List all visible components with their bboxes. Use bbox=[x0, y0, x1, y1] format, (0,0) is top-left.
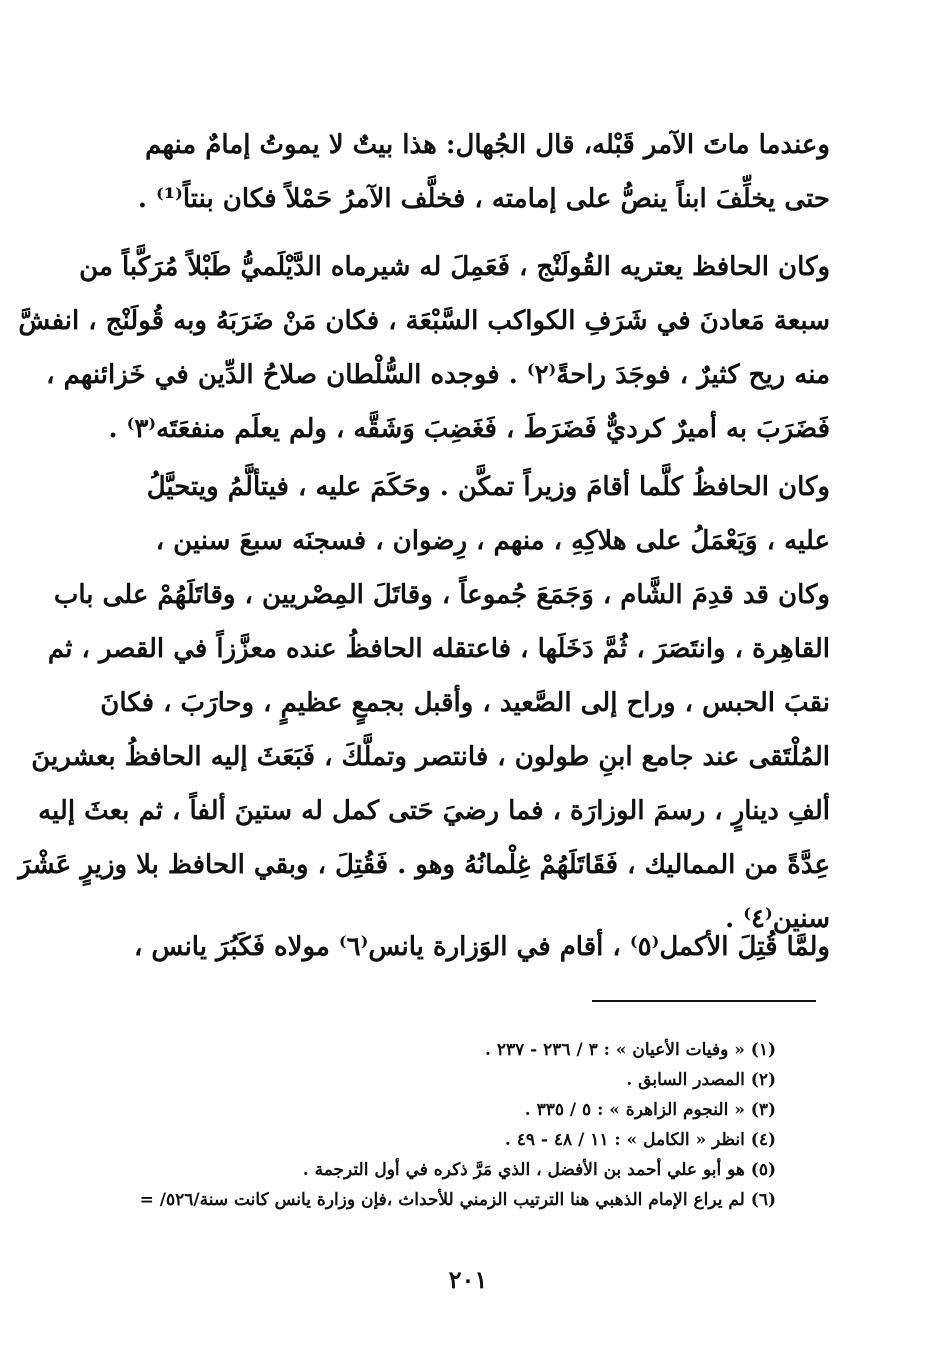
footnotes bbox=[140, 1035, 776, 1215]
footnote-1: (١) « وفيات الأعيان » : ٣ / ٢٣٦ - ٢٣٧ . bbox=[484, 1040, 776, 1060]
footnote-6: (٦) لم يراع الإمام الذهبي هنا الترتيب الزمني للأحداث ،فإن وزارة يانس كانت سنة/٥٢٦/ = bbox=[139, 1190, 776, 1210]
footnote-separator bbox=[592, 1000, 816, 1002]
paragraph-line: منه ريح كثيرٌ ، فوجَدَ راحةً⁽٢⁾ . فوجده السُّلْطان صلاحُ الدِّين في خَزائنهم ، bbox=[46, 360, 830, 390]
paragraph-line: فَضَرَبَ به أميرٌ كرديٌّ فَضَرَطَ ، فَغَضِبَ وَشَقَّه ، ولم يعلَم منفعَتَه⁽٣⁾ . bbox=[108, 414, 830, 444]
paragraph-line: حتى يخلِّفَ ابناً ينصُّ على إمامته ، فخلَّف الآمرُ حَمْلاً فكان بنتاً⁽¹⁾ . bbox=[137, 184, 830, 214]
paragraph-line: سنين⁽٤⁾ . bbox=[725, 904, 830, 934]
paragraph-line: ألفِ دينارٍ ، رسمَ الوزارَة ، فما رضيَ حَتى كمل له ستينَ ألفاً ، ثم بعثَ إليه bbox=[38, 796, 830, 826]
footnote-2: (٢) المصدر السابق . bbox=[626, 1070, 776, 1090]
paragraph-line: سبعة مَعادنَ في شَرَفِ الكواكب السَّبْعَة ، فكان مَنْ ضَرَبَهُ وبه قُولَنْج ، انفشَّ bbox=[18, 306, 830, 336]
footnote-5: (٥) هو أبو علي أحمد بن الأفضل ، الذي مَرَّ ذكره في أول الترجمة . bbox=[302, 1160, 776, 1180]
paragraph-line: عِدَّةً من المماليك ، فَقَاتَلَهُمْ غِلْمانُهُ وهو . فَقُتِلَ ، وبقي الحافظ بلا وزيرٍ عَشْرَ bbox=[18, 850, 830, 880]
paragraph-1 bbox=[137, 118, 830, 226]
paragraph-line: عليه ، وَيَعْمَلُ على هلاكِهِ ، منهم ، رِضوان ، فسجنَه سبعَ سنين ، bbox=[155, 526, 830, 556]
paragraph-line: ولمَّا قُتِلَ الأكمل⁽٥⁾ ، أقام في الوَزارة يانس⁽٦⁾ مولاه فَكَبُرَ يانس ، bbox=[133, 932, 830, 962]
paragraph-4 bbox=[133, 920, 830, 974]
paragraph-line: وعندما ماتَ الآمر قَبْله، قال الجُهال: هذا بيتٌ لا يموتُ إمامٌ منهم bbox=[145, 130, 830, 160]
page-number: ٢٠١ bbox=[448, 1265, 488, 1294]
paragraph-line: وكان الحافظُ كلَّما أقامَ وزيراً تمكَّن . وحَكَمَ عليه ، فيتألَّمُ ويتحيَّلُ bbox=[146, 472, 830, 502]
paragraph-3 bbox=[18, 460, 830, 946]
paragraph-line: نقبَ الحبس ، وراح إلى الصَّعيد ، وأقبل بجمعٍ عظيمٍ ، وحارَبَ ، فكانَ bbox=[100, 688, 830, 718]
paragraph-line: وكان الحافظ يعتريه القُولَنْج ، فَعَمِلَ له شيرماه الدَّيْلَميُّ طَبْلاً مُرَكَّباً من bbox=[79, 252, 830, 282]
paragraph-line: المُلْتَقى عند جامع ابنِ طولون ، فانتصر وتملَّكَ ، فَبَعَثَ إليه الحافظُ بعشرينَ bbox=[31, 742, 830, 772]
footnote-4: (٤) انظر « الكامل » : ١١ / ٤٨ - ٤٩ . bbox=[504, 1130, 776, 1150]
paragraph-line: القاهِرة ، وانتَصَرَ ، ثُمَّ دَخَلَها ، فاعتقله الحافظُ عنده معزَّزاً في القصر ، ثم bbox=[47, 634, 830, 664]
paragraph-2 bbox=[18, 240, 830, 456]
paragraph-line: وكان قد قدِمَ الشَّام ، وَجَمَعَ جُموعاً ، وقاتَلَ المِصْريين ، وقاتَلَهُمْ على باب bbox=[53, 580, 830, 610]
footnote-3: (٣) « النجوم الزاهرة » : ٥ / ٣٣٥ . bbox=[524, 1100, 776, 1120]
